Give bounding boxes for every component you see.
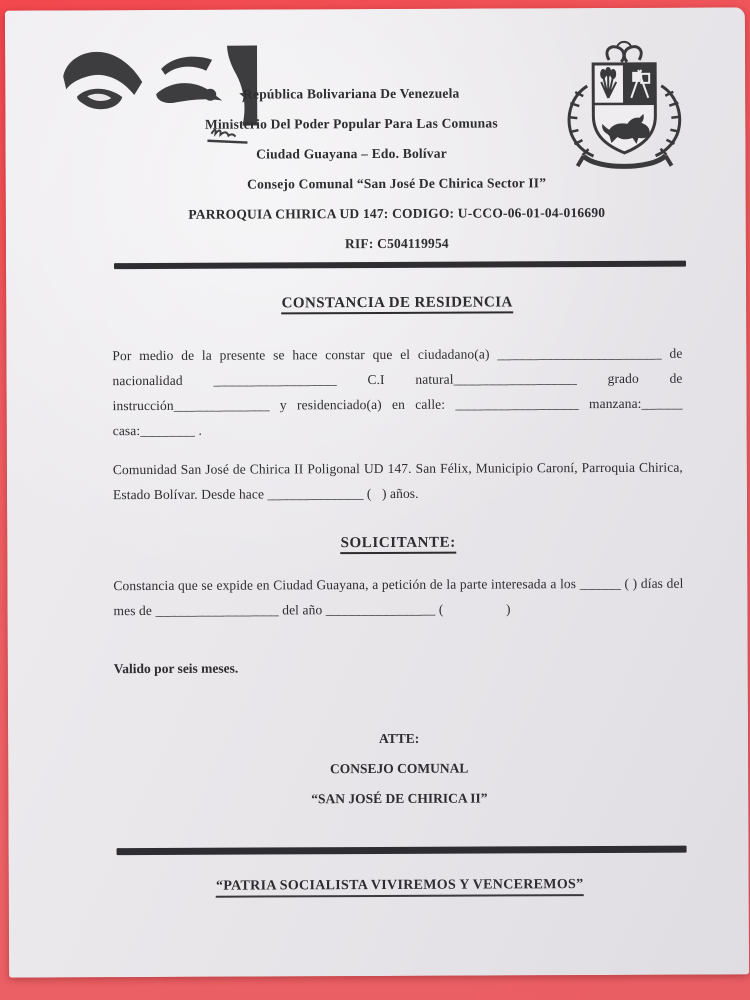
letterhead-city: Ciudad Guayana – Edo. Bolívar [256, 145, 447, 162]
letterhead-country: República Bolivariana De Venezuela [243, 85, 460, 102]
document-title: CONSTANCIA DE RESIDENCIA [112, 294, 682, 313]
letterhead-ministry: Ministerio Del Poder Popular Para Las Comunas [204, 115, 498, 132]
signature-atte: ATTE: [378, 730, 420, 746]
letterhead-rif: RIF: C504119954 [344, 235, 449, 252]
validity-note: Valido por seis meses. [113, 660, 239, 676]
bottom-divider-rule [117, 845, 687, 854]
solicitante-heading: SOLICITANTE: [113, 533, 683, 552]
signature-block [114, 722, 684, 814]
signature-council-name: “SAN JOSÉ DE CHIRICA II” [311, 790, 488, 806]
body-paragraph-2: Comunidad San José de Chirica II Poligonal UD 147. San Félix, Municipio Caroní, Parroquia Chirica, Estado Bolívar. Desde hace ______________ ( ) años. [112, 459, 683, 502]
letterhead-parish-code: PARROQUIA CHIRICA UD 147: CODIGO: U-CCO-06-01-04-016690 [188, 205, 606, 222]
letterhead [111, 78, 682, 260]
body-paragraph-3: Constancia que se expide en Ciudad Guayana, a petición de la parte interesada a los ______ ( ) días del mes de __________________ del año ________________ ( ) [113, 575, 684, 618]
top-divider-rule [114, 261, 686, 269]
document-content [5, 7, 749, 977]
footer-slogan: “PATRIA SOCIALISTA VIVIREMOS Y VENCEREMOS” [115, 876, 685, 894]
document-paper [5, 7, 749, 977]
signature-council: CONSEJO COMUNAL [329, 760, 469, 776]
letterhead-council: Consejo Comunal “San José De Chirica Sector II” [247, 175, 547, 192]
body-paragraph-1: Por medio de la presente se hace constar que el ciudadano(a) ________________________ de nacionalidad __________________ C.I natural__________________ grado de instrucción______________ y residenciado(a) en calle: __________________ manzana:______ casa:________ . [112, 345, 683, 439]
